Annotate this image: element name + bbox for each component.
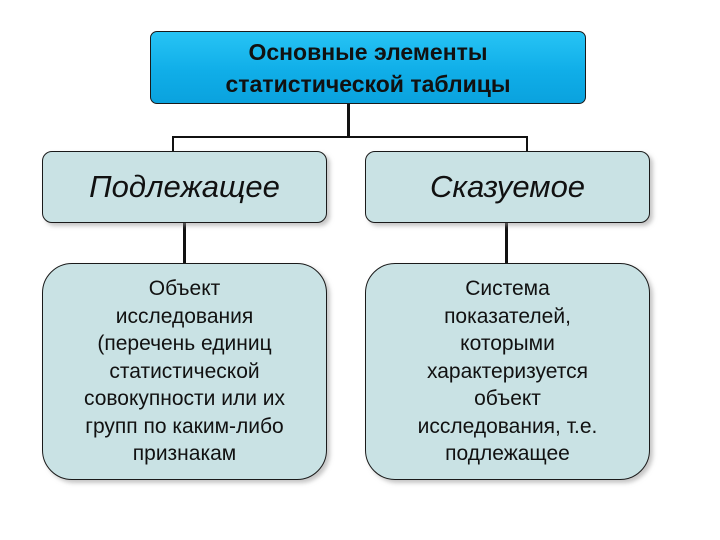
connector-right-lower xyxy=(505,223,508,263)
subject-description: Объект исследования (перечень единиц статистической совокупности или их групп по каким-либо признакам xyxy=(83,277,286,466)
predicate-description: Система показателей, которыми характеризуется объект исследования, т.е. подлежащее xyxy=(417,277,598,466)
predicate-heading: Сказуемое xyxy=(429,169,586,204)
connector-left-drop xyxy=(172,136,174,151)
subject-heading-box xyxy=(42,151,327,223)
root-node xyxy=(150,31,586,104)
connector-root-down xyxy=(347,104,350,138)
connector-right-drop xyxy=(526,136,528,151)
subject-description-box xyxy=(42,263,327,480)
predicate-heading-box xyxy=(365,151,650,223)
connector-horizontal xyxy=(172,136,528,138)
root-title: Основные элементы статистической таблицы xyxy=(225,38,511,97)
predicate-description-box xyxy=(365,263,650,480)
connector-left-lower xyxy=(183,223,186,263)
subject-heading: Подлежащее xyxy=(89,169,280,204)
